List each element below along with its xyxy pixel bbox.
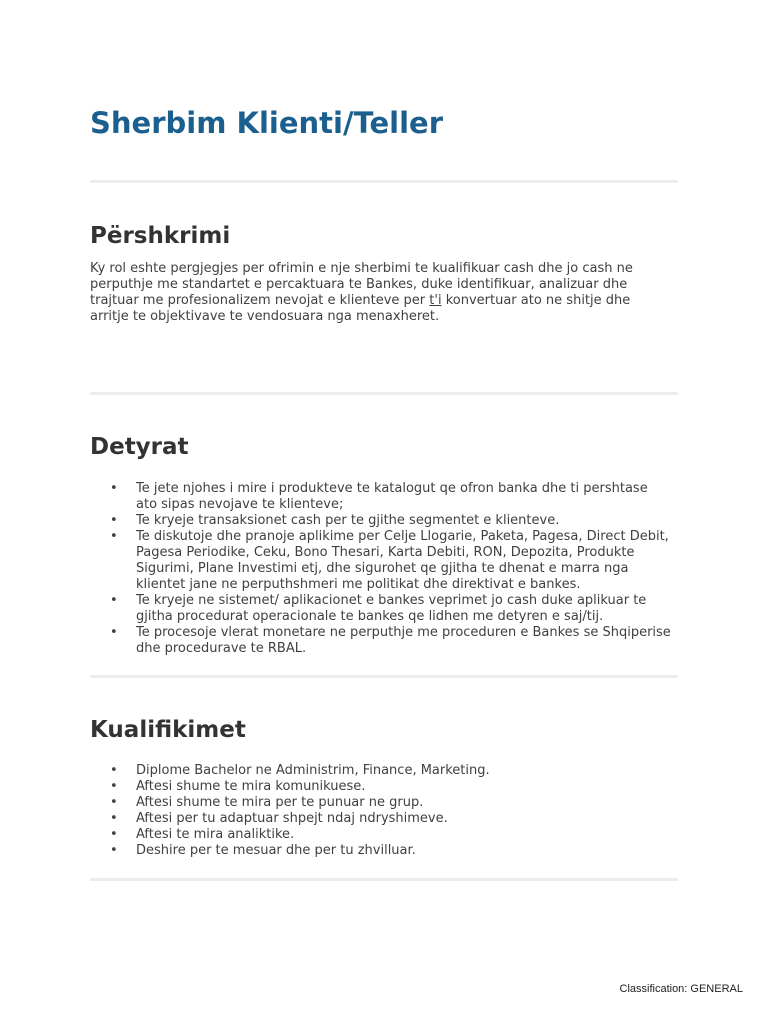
duty-item (110, 529, 672, 593)
qualification-item-text: Aftesi shume te mira komunikuese. (136, 779, 366, 794)
bullet-icon: • (110, 481, 118, 496)
qualification-item-text: Aftesi te mira analiktike. (136, 827, 295, 842)
duty-item-text: Te procesoje vlerat monetare ne perputhje me proceduren e Bankes se Shqiperise dhe procedurave te RBAL. (136, 625, 671, 656)
description-text-end: konvertuar ato ne shitje dhe arritje te objektivave te vendosuara nga menaxheret. (90, 293, 631, 324)
bullet-icon: • (110, 811, 118, 826)
bullet-icon: • (110, 763, 118, 778)
bullet-icon: • (110, 843, 118, 858)
bullet-icon: • (110, 827, 118, 842)
qualification-item (110, 827, 672, 843)
qualifications-list (110, 763, 672, 859)
duty-item-text: Te kryeje ne sistemet/ aplikacionet e bankes veprimet jo cash duke aplikuar te gjitha procedurat operacionale te bankes qe lidhen me detyren e saj/tij. (136, 593, 647, 624)
duty-item-text: Te diskutoje dhe pranoje aplikime per Celje Llogarie, Paketa, Pagesa, Direct Debit, Pagesa Periodike, Ceku, Bono Thesari, Karta Debiti, RON, Depozita, Produkte Sigurimi, Plane Investimi etj, dhe sigurohet qe gjitha te dhenat e marra nga klientet jane ne perputhshmeri me politikat dhe direktivat e bankes. (136, 529, 669, 592)
description-heading: Përshkrimi (90, 223, 231, 249)
duty-item (110, 625, 672, 657)
divider (90, 878, 678, 881)
qualification-item-text: Diplome Bachelor ne Administrim, Finance, Marketing. (136, 763, 490, 778)
qualification-item-text: Deshire per te mesuar dhe per tu zhvilluar. (136, 843, 416, 858)
description-paragraph (90, 261, 670, 325)
page-title: Sherbim Klienti/Teller (90, 106, 444, 140)
qualification-item (110, 779, 672, 795)
divider (90, 180, 678, 183)
classification-label: Classification: GENERAL (619, 983, 743, 995)
duty-item-text: Te kryeje transaksionet cash per te gjithe segmentet e klienteve. (136, 513, 560, 528)
bullet-icon: • (110, 593, 118, 608)
duty-item-text: Te jete njohes i mire i produkteve te katalogut qe ofron banka dhe ti pershtase ato sipas nevojave te klienteve; (136, 481, 648, 512)
duties-list (110, 481, 672, 657)
divider (90, 392, 678, 395)
qualifications-heading: Kualifikimet (90, 717, 246, 743)
duties-heading: Detyrat (90, 434, 189, 460)
qualification-item-text: Aftesi shume te mira per te punuar ne grup. (136, 795, 424, 810)
duty-item (110, 513, 672, 529)
bullet-icon: • (110, 529, 118, 544)
description-text-underlined: t'i (429, 293, 442, 308)
qualification-item (110, 763, 672, 779)
bullet-icon: • (110, 625, 118, 640)
description-text-start: Ky rol eshte pergjegjes per ofrimin e nje sherbimi te kualifikuar cash dhe jo cash ne perputhje me standartet e percaktuara te Bankes, duke identifikuar, analizuar dhe trajtuar me profesionalizem nevojat e klienteve per (90, 261, 633, 308)
qualification-item (110, 795, 672, 811)
bullet-icon: • (110, 795, 118, 810)
bullet-icon: • (110, 513, 118, 528)
duty-item (110, 481, 672, 513)
qualification-item-text: Aftesi per tu adaptuar shpejt ndaj ndryshimeve. (136, 811, 448, 826)
qualification-item (110, 811, 672, 827)
qualification-item (110, 843, 672, 859)
duty-item (110, 593, 672, 625)
divider (90, 675, 678, 678)
bullet-icon: • (110, 779, 118, 794)
